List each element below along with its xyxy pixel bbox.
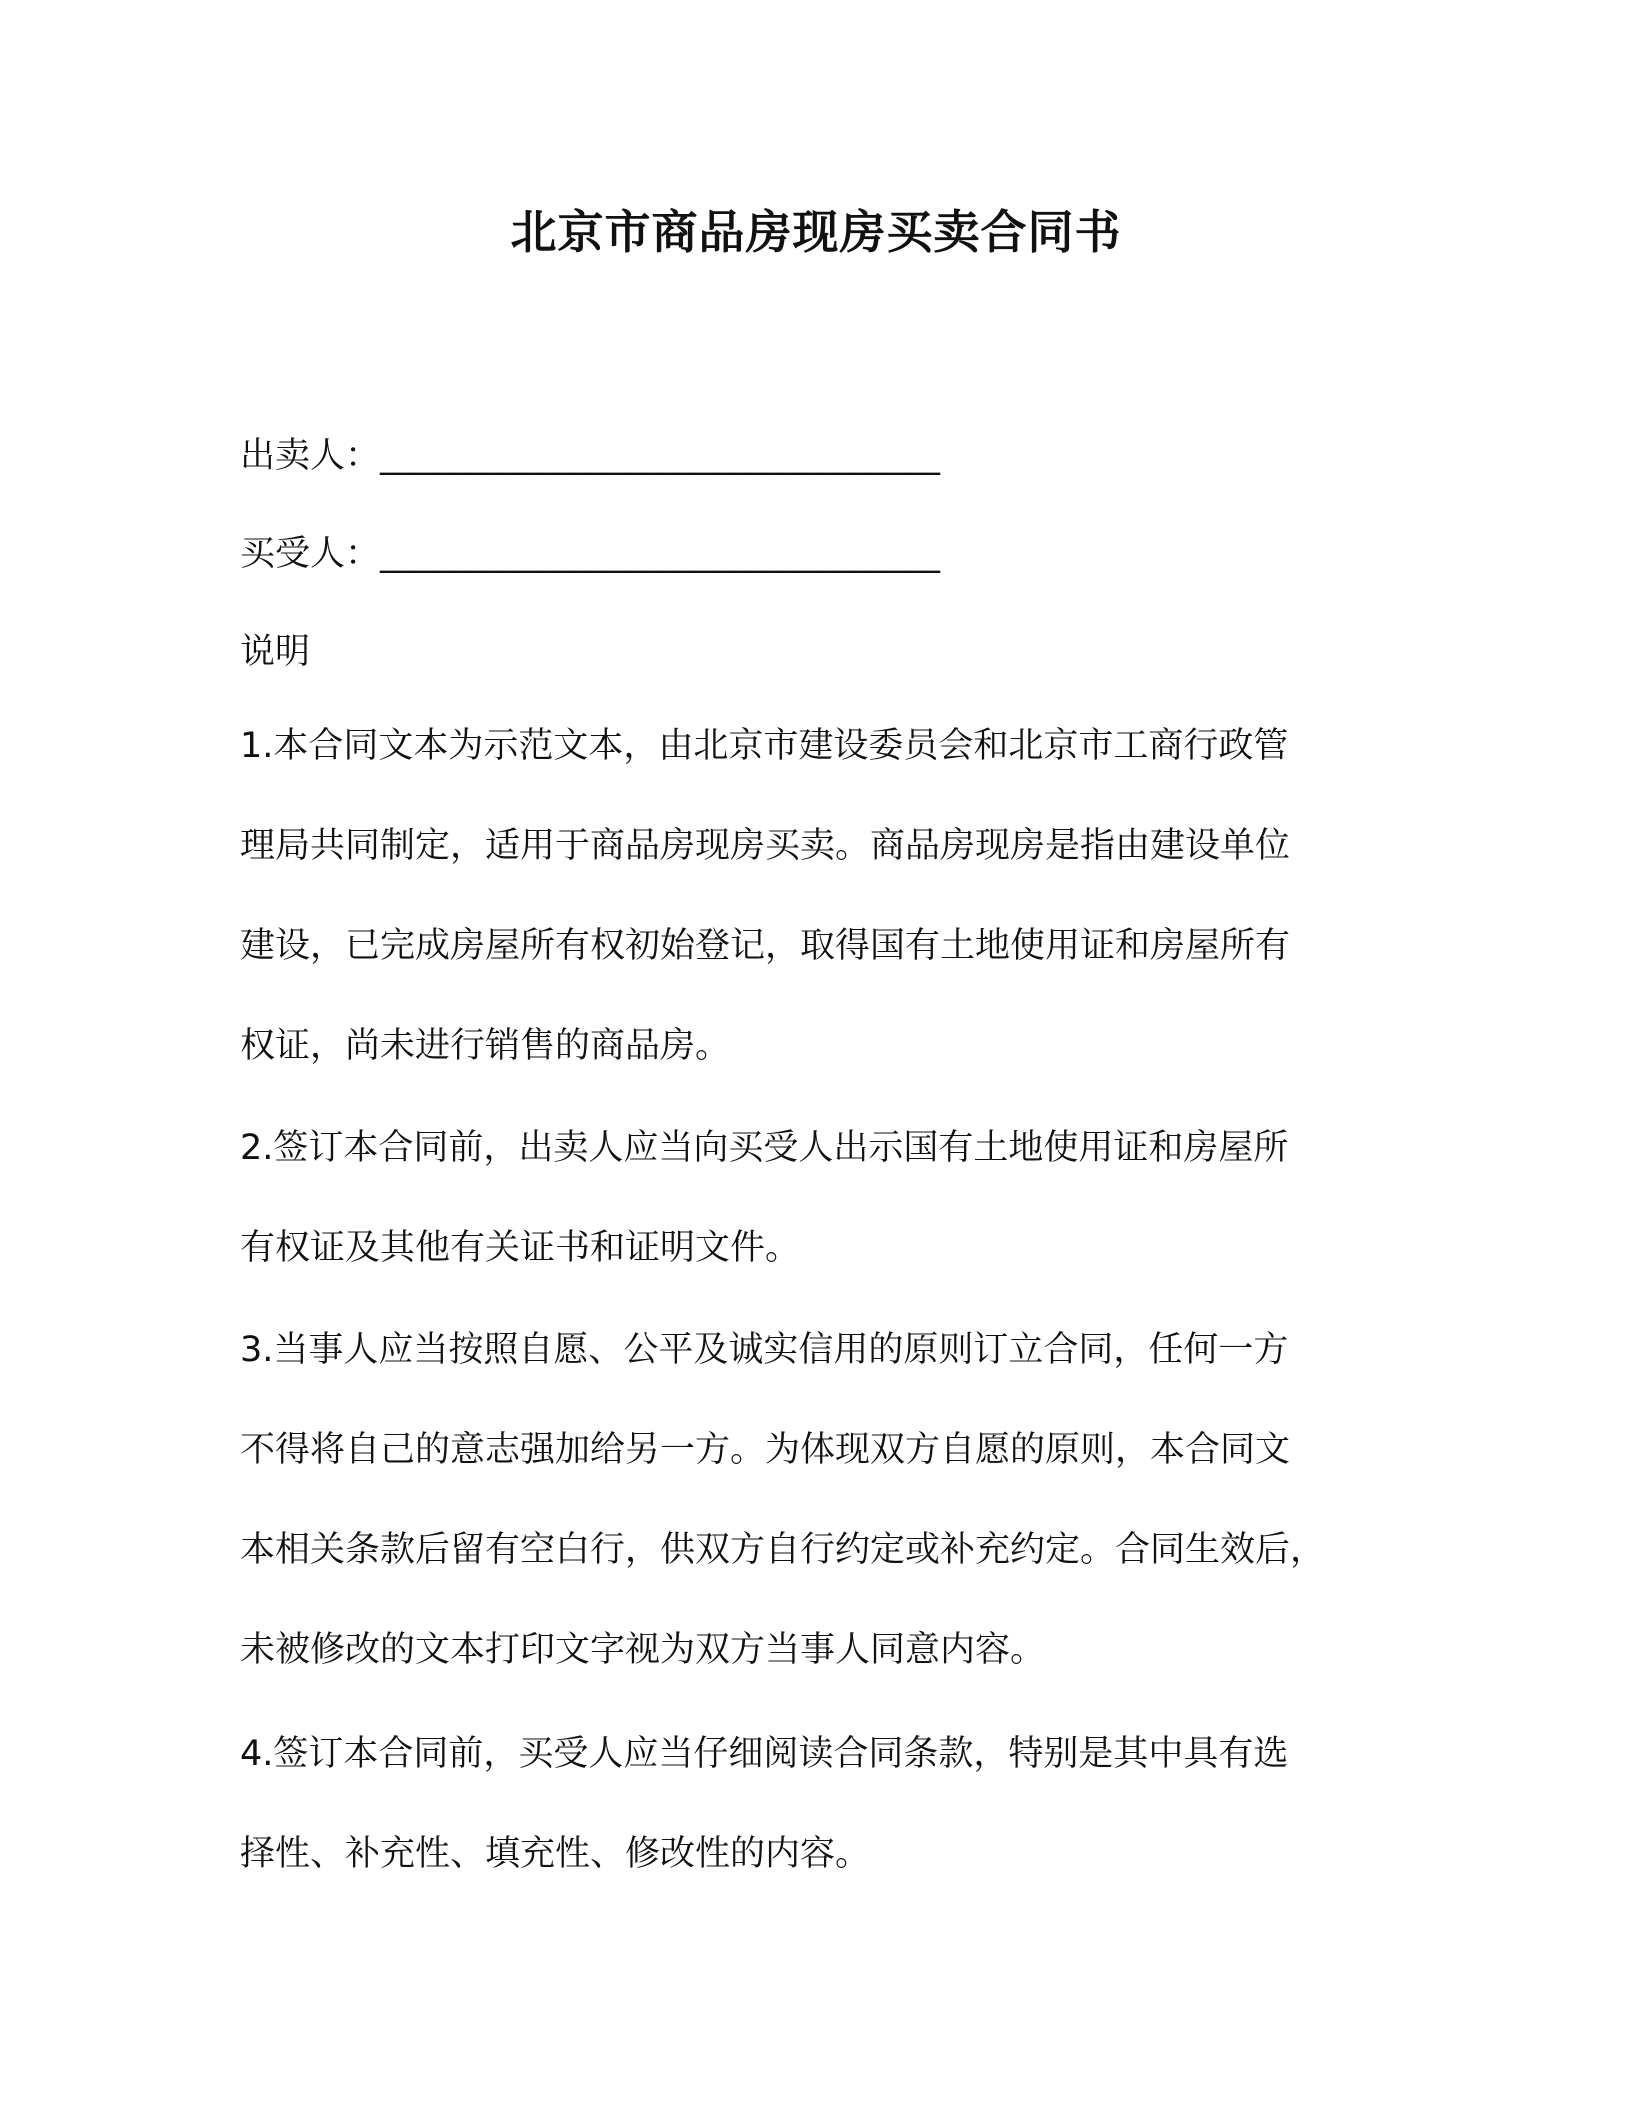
paragraph-3 <box>240 1320 1390 1720</box>
paragraph-line: 建设，已完成房屋所有权初始登记，取得国有土地使用证和房屋所有 <box>240 926 1291 966</box>
paragraph-line: 1.本合同文本为示范文本，由北京市建设委员会和北京市工商行政管 <box>240 726 1289 766</box>
section-heading: 说明 <box>240 632 311 672</box>
paragraph-2 <box>240 1118 1390 1318</box>
paragraph-line: 本相关条款后留有空白行，供双方自行约定或补充约定。合同生效后， <box>240 1530 1326 1570</box>
paragraph-line: 理局共同制定，适用于商品房现房买卖。商品房现房是指由建设单位 <box>240 826 1291 866</box>
seller-label: 出卖人： <box>240 436 381 476</box>
paragraph-1 <box>240 716 1390 1116</box>
seller-blank-line: ________________________________ <box>380 436 941 476</box>
paragraph-line: 4.签订本合同前，买受人应当仔细阅读合同条款，特别是其中具有选 <box>240 1734 1289 1774</box>
document-title: 北京市商品房现房买卖合同书 <box>510 205 1122 259</box>
paragraph-line: 2.签订本合同前，出卖人应当向买受人出示国有土地使用证和房屋所 <box>240 1128 1289 1168</box>
paragraph-line: 不得将自己的意志强加给另一方。为体现双方自愿的原则，本合同文 <box>240 1430 1291 1470</box>
paragraph-line: 择性、补充性、填充性、修改性的内容。 <box>240 1834 871 1874</box>
paragraph-line: 3.当事人应当按照自愿、公平及诚实信用的原则订立合同，任何一方 <box>240 1330 1289 1370</box>
buyer-field <box>240 526 940 576</box>
paragraph-line: 权证，尚未进行销售的商品房。 <box>240 1026 731 1066</box>
paragraph-line: 有权证及其他有关证书和证明文件。 <box>240 1228 801 1268</box>
buyer-blank-line: ________________________________ <box>380 534 941 574</box>
paragraph-line: 未被修改的文本打印文字视为双方当事人同意内容。 <box>240 1630 1046 1670</box>
seller-field <box>240 428 940 478</box>
buyer-label: 买受人： <box>240 534 381 574</box>
paragraph-4 <box>240 1724 1390 1924</box>
